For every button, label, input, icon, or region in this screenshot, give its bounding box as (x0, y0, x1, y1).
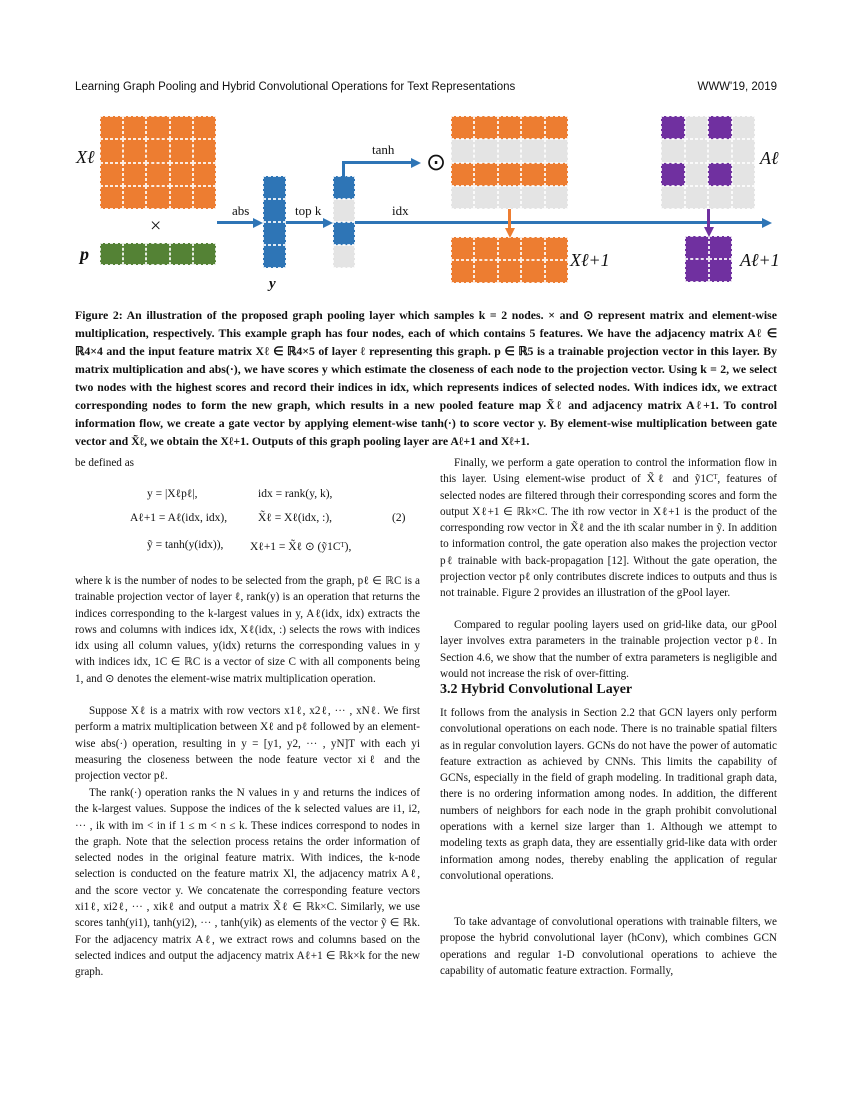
x-next-matrix-cell (474, 237, 497, 260)
topk-vector-cell (333, 176, 355, 199)
x-matrix-cell (100, 116, 123, 139)
running-header-title: Learning Graph Pooling and Hybrid Convolutional Operations for Text Representations (75, 81, 516, 93)
x-next-matrix-cell (545, 260, 568, 283)
x-tilde-matrix-cell (474, 116, 497, 139)
x-tilde-matrix-cell (498, 186, 521, 209)
label-idx: idx (392, 203, 409, 218)
x-tilde-matrix-cell (451, 116, 474, 139)
x-tilde-matrix-cell (521, 116, 544, 139)
a-matrix-cell (685, 116, 709, 139)
a-matrix-cell (685, 163, 709, 186)
left-paragraph-2: Suppose Xℓ is a matrix with row vectors x1ℓ, x2ℓ, ··· , xNℓ. We first perform a matrix multiplication between Xℓ and pℓ followed by an element-wise abs(·) operation, resulting in y = [y1, y2, ··· , yN]T with each yi measuring the closeness between the node feature vector xiℓ and the projection vector pℓ. (75, 705, 420, 783)
x-tilde-matrix-cell (545, 116, 568, 139)
left-paragraph-3: The rank(·) operation ranks the N values in y and returns the indices of the k-largest values. Suppose the indices of the k selected values are i1, i2, ··· , ik with im < in if 1 ≤ m < n ≤ k. These indices correspond to nodes in the graph. Note that the selection process retains the order information of selected nodes in the original feature matrix. With indices, the k-node selection is conducted on the feature matrix Xl, the adjacency matrix Aℓ, and the score vector y. We concatenate the corresponding feature vectors xi1ℓ, xi2ℓ, ··· , xikℓ and output a matrix X̃ℓ ∈ ℝk×C. Similarly, we use scores tanh(yi1), tanh(yi2), ··· , tanh(yik) as elements of the vector ỹ ∈ ℝk. For the adjacency matrix Aℓ, we extract rows and columns based on the selected indices and output the adjacency matrix Aℓ+1 ∈ ℝk×k for the new graph. (75, 787, 420, 979)
a-matrix-cell (661, 139, 685, 162)
x-tilde-matrix-cell (545, 163, 568, 186)
x-matrix-cell (146, 186, 169, 209)
arrow-tanh-arrowhead-icon (411, 158, 421, 168)
x-matrix-cell (123, 139, 146, 162)
left-intro: be defined as (75, 457, 135, 469)
right-paragraph-2: Compared to regular pooling layers used on grid-like data, our gPool layer involves extra parameters in the trainable projection vector pℓ. In Section 4.6, we show that the number of extra parameters is negligible and would not increase the risk of over-fitting. (440, 619, 777, 680)
x-tilde-matrix-cell (474, 163, 497, 186)
figure-graph-pooling (0, 0, 850, 300)
x-next-matrix-cell (498, 237, 521, 260)
label-topk: top k (295, 203, 322, 218)
x-tilde-matrix-cell (451, 139, 474, 162)
arrow-x-down-arrowhead-icon (505, 228, 515, 238)
y-vector-cell (263, 199, 286, 222)
left-paragraph-1: where k is the number of nodes to be selected from the graph, pℓ ∈ ℝC is a trainable projection vector of layer ℓ, rank(y) is an operation that returns the indices corresponding to the k-largest values in y, Aℓ(idx, idx) extracts the rows and columns with indices idx, Xℓ(idx, :) selects the rows with indices idx using all column values, y(idx) returns the corresponding values in y with indices idx, 1C ∈ ℝC is a vector of size C with all components being 1, and ⊙ denotes the element-wise matrix multiplication operation. (75, 575, 420, 685)
p-vector-cell (193, 243, 216, 265)
arrow-idx (355, 221, 763, 224)
p-vector-cell (100, 243, 123, 265)
x-matrix-cell (123, 186, 146, 209)
y-vector-cell (263, 176, 286, 199)
arrow-a-down-arrowhead-icon (704, 227, 714, 237)
right-paragraph-3: It follows from the analysis in Section 2.2 that GCN layers only perform convolutional operations on each node. There is no trainable spatial filters as in regular convolution layers. GCNs do not have the power of automatic feature extraction as achieved by CNNs. This limits the capability of GCNs, especially in the field of graph modeling. In traditional graph data, there is no ordering information among nodes. In addition, the different numbers of neighbors for each node in the graph prohibit convolutional operations with a kernel size larger than 1. Although we attempt to modeling texts as graph data, they are essentially grid-like data with order information among nodes, thereby enabling the application of regular convolutional operations. (440, 707, 777, 882)
x-tilde-matrix-cell (451, 186, 474, 209)
a-matrix-cell (661, 116, 685, 139)
eq-line1-right: idx = rank(y, k), (258, 488, 333, 500)
a-matrix-cell (661, 186, 685, 209)
a-matrix-cell (708, 116, 732, 139)
x-matrix-cell (146, 116, 169, 139)
x-next-matrix-cell (498, 260, 521, 283)
x-tilde-matrix-cell (498, 163, 521, 186)
eq-line3-right: Xℓ+1 = X̃ℓ ⊙ (ỹ1Cᵀ), (250, 541, 352, 553)
eq-number: (2) (392, 512, 406, 524)
x-next-matrix-cell (521, 260, 544, 283)
y-vector-cell (263, 222, 286, 245)
x-matrix-cell (146, 139, 169, 162)
x-matrix-cell (170, 116, 193, 139)
x-next-matrix-cell (451, 260, 474, 283)
eq-line2-right: X̃ℓ = Xℓ(idx, :), (258, 512, 333, 524)
x-tilde-matrix-cell (498, 116, 521, 139)
eq-line2-left: Aℓ+1 = Aℓ(idx, idx), (130, 512, 228, 524)
eq-line1-left: y = |Xℓpℓ|, (147, 488, 198, 500)
a-next-matrix-cell (685, 259, 709, 282)
x-matrix-cell (170, 139, 193, 162)
x-matrix-cell (123, 116, 146, 139)
x-matrix-cell (193, 139, 216, 162)
x-matrix-cell (100, 139, 123, 162)
a-matrix-cell (708, 186, 732, 209)
arrow-abs (217, 221, 255, 224)
topk-vector-cell (333, 222, 355, 245)
topk-vector-cell (333, 199, 355, 222)
label-x: Xℓ (76, 147, 95, 167)
p-vector-cell (170, 243, 193, 265)
x-tilde-matrix-cell (521, 163, 544, 186)
arrow-a-down (707, 209, 710, 228)
x-matrix-cell (193, 116, 216, 139)
a-matrix-cell (661, 163, 685, 186)
a-next-matrix-cell (685, 236, 709, 259)
right-paragraph-4: To take advantage of convolutional operations with trainable filters, we propose the hybrid convolutional layer (hConv), which combines GCN operations and regular 1-D convolutional operations to achieve the capability of automatic feature extraction. Formally, (440, 916, 777, 977)
x-tilde-matrix-cell (474, 186, 497, 209)
x-tilde-matrix-cell (474, 139, 497, 162)
arrow-tanh (342, 161, 412, 164)
arrow-idx-arrowhead-icon (762, 218, 772, 228)
x-matrix-cell (170, 186, 193, 209)
x-matrix-cell (100, 163, 123, 186)
p-vector-cell (146, 243, 169, 265)
x-matrix-cell (123, 163, 146, 186)
figure-caption: Figure 2: An illustration of the proposed graph pooling layer which samples k = 2 nodes. × and ⊙ represent matrix and element-wise multiplication, respectively. This example graph has four nodes, each of which contains 5 features. We have the adjacency matrix Aℓ ∈ ℝ4×4 and the input feature matrix Xℓ ∈ ℝ4×5 of layer ℓ representing this graph. p ∈ ℝ5 is a trainable projection vector in this layer. By matrix multiplication and abs(·), we have scores y which estimate the closeness of each node to the projection vector. Using k = 2, we select two nodes with the highest scores and record their indices in idx, which represents indices of selected nodes. With indices idx, we extract corresponding nodes to form the new graph, which results in a new pooled feature map X̃ℓ and adjacency matrix Aℓ+1. To control information flow, we create a gate vector by applying element-wise tanh(·) to score vector y. By element-wise multiplication between gate vector and X̃ℓ, we obtain the Xℓ+1. Outputs of this graph pooling layer are Aℓ+1 and Xℓ+1. (75, 308, 777, 448)
a-matrix-cell (708, 163, 732, 186)
running-header-venue: WWW'19, 2019 (697, 81, 777, 93)
x-matrix-cell (193, 186, 216, 209)
label-x-next: Xℓ+1 (570, 250, 610, 270)
a-matrix-cell (732, 163, 756, 186)
x-matrix-cell (100, 186, 123, 209)
label-p: p (80, 244, 89, 264)
x-next-matrix-cell (521, 237, 544, 260)
label-y: y (269, 276, 276, 292)
label-abs: abs (232, 203, 250, 218)
label-a: Aℓ (760, 148, 779, 168)
x-matrix-cell (146, 163, 169, 186)
a-matrix-cell (708, 139, 732, 162)
a-next-matrix-cell (709, 236, 733, 259)
a-matrix-cell (685, 139, 709, 162)
label-tanh: tanh (372, 142, 395, 157)
x-next-matrix-cell (451, 237, 474, 260)
eq-line3-left: ỹ = tanh(y(idx)), (147, 539, 224, 551)
x-tilde-matrix-cell (451, 163, 474, 186)
x-tilde-matrix-cell (498, 139, 521, 162)
arrow-x-down (508, 209, 511, 229)
x-tilde-matrix-cell (545, 186, 568, 209)
arrow-abs-arrowhead-icon (253, 218, 263, 228)
x-tilde-matrix-cell (545, 139, 568, 162)
section-heading: 3.2 Hybrid Convolutional Layer (440, 682, 633, 697)
y-vector-cell (263, 245, 286, 268)
x-matrix-cell (170, 163, 193, 186)
p-vector-cell (123, 243, 146, 265)
x-next-matrix-cell (474, 260, 497, 283)
a-matrix-cell (732, 139, 756, 162)
arrow-topk (286, 221, 324, 224)
x-matrix-cell (193, 163, 216, 186)
x-tilde-matrix-cell (521, 139, 544, 162)
right-paragraph-1: Finally, we perform a gate operation to control the information flow in this layer. Using element-wise product of X̃ℓ and ỹ1Cᵀ, features of selected nodes are filtered through their corresponding scores and form the output Xℓ+1 ∈ ℝk×C. The ith row vector in Xℓ+1 is the product of the corresponding row vector in X̃ℓ and the ith scalar number in ỹ. In addition to information control, the gate operation also makes the projection vector pℓ trainable with back-propagation [12]. Without the gate operation, the projection vector pℓ only contributes discrete indices to outputs and thus is not trainable. Figure 2 provides an illustration of the gPool layer. (440, 457, 777, 600)
elementwise-product-symbol: ⊙ (426, 150, 447, 176)
a-next-matrix-cell (709, 259, 733, 282)
a-matrix-cell (685, 186, 709, 209)
label-a-next: Aℓ+1 (740, 250, 780, 270)
x-next-matrix-cell (545, 237, 568, 260)
x-tilde-matrix-cell (521, 186, 544, 209)
a-matrix-cell (732, 186, 756, 209)
arrow-topk-arrowhead-icon (323, 218, 333, 228)
times-symbol: × (150, 215, 162, 237)
a-matrix-cell (732, 116, 756, 139)
topk-vector-cell (333, 245, 355, 268)
